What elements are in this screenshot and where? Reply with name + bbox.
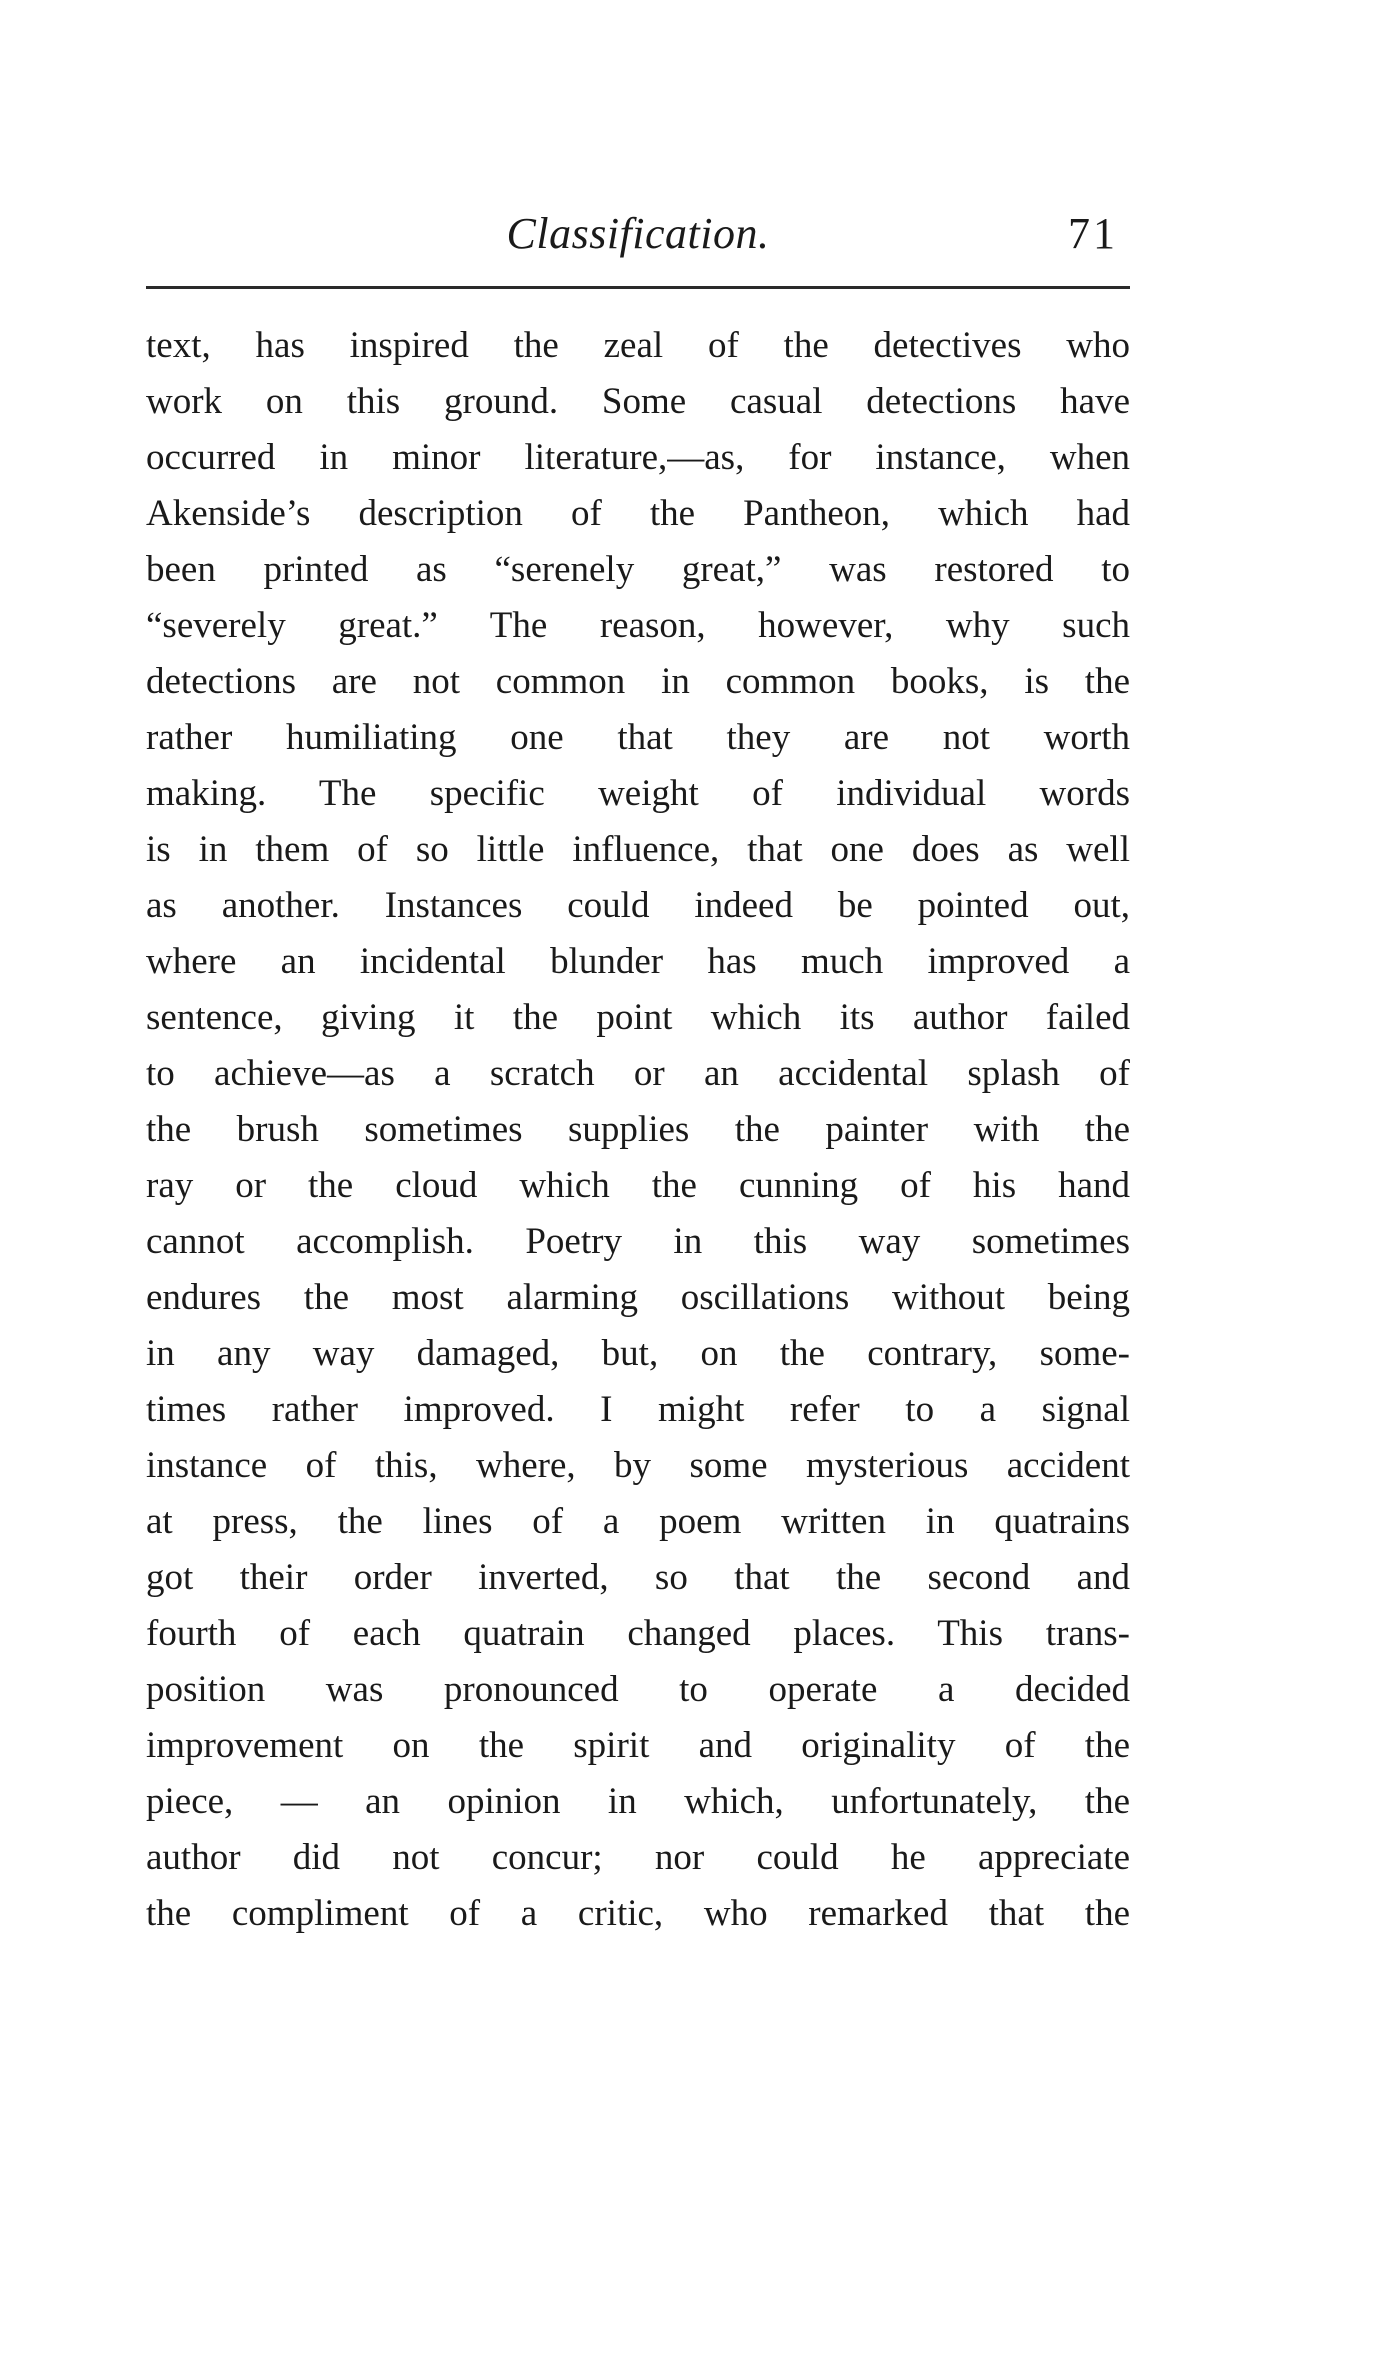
text-line: sentence, giving it the point which its author failed	[146, 997, 1130, 1038]
text-line: “severely great.” The reason, however, why such	[146, 605, 1130, 646]
text-line: to achieve—as a scratch or an accidental splash of	[146, 1053, 1130, 1094]
text-line: where an incidental blunder has much improved a	[146, 941, 1130, 982]
text-line: is in them of so little influence, that one does as well	[146, 829, 1130, 870]
text-line: ray or the cloud which the cunning of his hand	[146, 1165, 1130, 1206]
text-line: in any way damaged, but, on the contrary, some-	[146, 1333, 1130, 1374]
text-line: making. The specific weight of individual words	[146, 773, 1130, 814]
running-title: Classification.	[506, 209, 770, 258]
text-line: improvement on the spirit and originality of the	[146, 1725, 1130, 1766]
text-line: author did not concur; nor could he appreciate	[146, 1837, 1130, 1878]
running-head	[146, 204, 1130, 274]
page-number: 71	[1068, 209, 1118, 258]
text-line: the brush sometimes supplies the painter with the	[146, 1109, 1130, 1150]
body-text	[146, 318, 1130, 1942]
text-line: position was pronounced to operate a decided	[146, 1669, 1130, 1710]
text-line: occurred in minor literature,—as, for instance, when	[146, 437, 1130, 478]
text-line: times rather improved. I might refer to a signal	[146, 1389, 1130, 1430]
header-rule	[146, 286, 1130, 289]
text-line: rather humiliating one that they are not worth	[146, 717, 1130, 758]
text-line: got their order inverted, so that the second and	[146, 1557, 1130, 1598]
text-line: as another. Instances could indeed be pointed out,	[146, 885, 1130, 926]
text-line: been printed as “serenely great,” was restored to	[146, 549, 1130, 590]
text-line: cannot accomplish. Poetry in this way sometimes	[146, 1221, 1130, 1262]
text-line: Akenside’s description of the Pantheon, which had	[146, 493, 1130, 534]
text-line: endures the most alarming oscillations without being	[146, 1277, 1130, 1318]
text-line: at press, the lines of a poem written in quatrains	[146, 1501, 1130, 1542]
text-line: work on this ground. Some casual detections have	[146, 381, 1130, 422]
text-line: instance of this, where, by some mysterious accident	[146, 1445, 1130, 1486]
text-line: the compliment of a critic, who remarked that the	[146, 1893, 1130, 1934]
text-line: text, has inspired the zeal of the detectives who	[146, 325, 1130, 366]
text-line: piece, — an opinion in which, unfortunately, the	[146, 1781, 1130, 1822]
text-line: fourth of each quatrain changed places. This trans-	[146, 1613, 1130, 1654]
text-line: detections are not common in common books, is the	[146, 661, 1130, 702]
